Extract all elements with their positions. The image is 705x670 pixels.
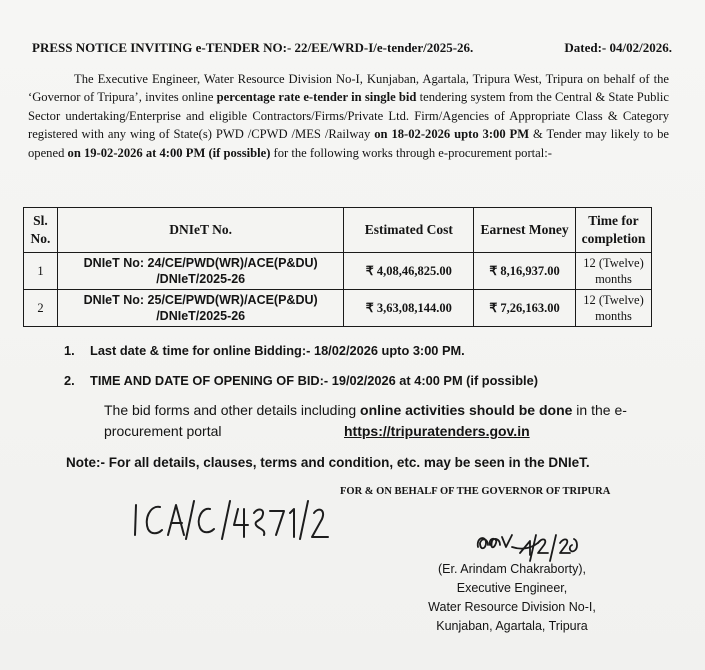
intro-text-6: & Tender may likely to be opened xyxy=(28,127,669,160)
col-estimated-cost: Estimated Cost xyxy=(344,208,474,253)
table-row xyxy=(24,290,652,327)
intro-open-date: on 19-02-2026 at 4:00 PM (if possible) xyxy=(67,145,271,160)
point-2 xyxy=(64,373,538,388)
on-behalf-text: FOR & ON BEHALF OF THE GOVERNOR OF TRIPURA xyxy=(340,486,611,497)
cell-sl: 1 xyxy=(24,253,58,290)
point-1 xyxy=(64,343,465,358)
notice-title: PRESS NOTICE INVITING e-TENDER NO:- 22/EE/WRD-I/e-tender/2025-26. xyxy=(32,40,474,55)
cell-cost: ₹ 4,08,46,825.00 xyxy=(344,253,474,290)
tender-portal-link[interactable]: https://tripuratenders.gov.in xyxy=(344,423,530,439)
cell-dniet: DNIeT No: 24/CE/PWD(WR)/ACE(P&DU) /DNIeT/2025-26 xyxy=(57,253,343,290)
intro-text-1: The Executive Engineer, Water Resource Division No-I, Kunjaban, Agartala, Tripura West, Tripura on behalf of the xyxy=(74,72,669,86)
col-sl-no: Sl. No. xyxy=(24,208,58,253)
point-2-number: 2. xyxy=(64,373,75,388)
cell-time: 12 (Twelve) months xyxy=(575,253,651,290)
intro-bid-type: percentage rate e-tender in single bid xyxy=(216,90,417,105)
tender-table xyxy=(23,207,652,327)
signatory-designation: Executive Engineer, xyxy=(456,581,568,595)
intro-paragraph xyxy=(28,70,669,162)
signatory-address: Kunjaban, Agartala, Tripura xyxy=(436,619,588,633)
signatory-name: (Er. Arindam Chakraborty), xyxy=(438,562,586,576)
bid-forms-paragraph xyxy=(104,400,664,442)
notice-date: Dated:- 04/02/2026. xyxy=(564,40,672,55)
col-earnest-money: Earnest Money xyxy=(474,208,576,253)
intro-text-2: ‘Governor of Tripura’, invites online xyxy=(28,90,217,105)
intro-text-4: tendering system from the Central & State Public Sector undertaking/Enterprise and eligible Contractors/Firms/Private Ltd. Firm/Agencies of Appropriate Class & Category registered with any wing of State(s) PWD /CPWD /MES /Railway xyxy=(28,90,669,142)
notice-header xyxy=(32,40,672,56)
cell-time: 12 (Twelve) months xyxy=(575,290,651,327)
cell-dniet: DNIeT No: 25/CE/PWD(WR)/ACE(P&DU) /DNIeT/2025-26 xyxy=(57,290,343,327)
cell-cost: ₹ 3,63,08,144.00 xyxy=(344,290,474,327)
col-dniet: DNIeT No. xyxy=(57,208,343,253)
table-row xyxy=(24,253,652,290)
cell-sl: 2 xyxy=(24,290,58,327)
signature-image xyxy=(474,525,584,565)
bid-forms-text-1: The bid forms and other details including xyxy=(104,402,361,418)
table-header-row xyxy=(24,208,652,253)
intro-last-date: on 18-02-2026 upto 3:00 PM xyxy=(374,127,530,142)
signatory-block xyxy=(412,560,612,636)
point-1-text: Last date & time for online Bidding:- 18/02/2026 upto 3:00 PM. xyxy=(90,343,465,358)
bid-forms-text-3: in the e-procurement portal xyxy=(104,402,627,439)
cell-emd: ₹ 8,16,937.00 xyxy=(474,253,576,290)
cell-emd: ₹ 7,26,163.00 xyxy=(474,290,576,327)
intro-text-8: for the following works through e-procurement portal:- xyxy=(270,145,552,160)
handwritten-reference-number xyxy=(130,497,330,545)
point-1-number: 1. xyxy=(64,343,75,358)
signatory-office: Water Resource Division No-I, xyxy=(428,600,596,614)
bid-forms-online: online activities should be done xyxy=(360,402,573,418)
note-text: Note:- For all details, clauses, terms and condition, etc. may be seen in the DNIeT. xyxy=(66,455,590,470)
point-2-text: TIME AND DATE OF OPENING OF BID:- 19/02/2026 at 4:00 PM (if possible) xyxy=(90,373,538,388)
col-time-completion: Time for completion xyxy=(575,208,651,253)
